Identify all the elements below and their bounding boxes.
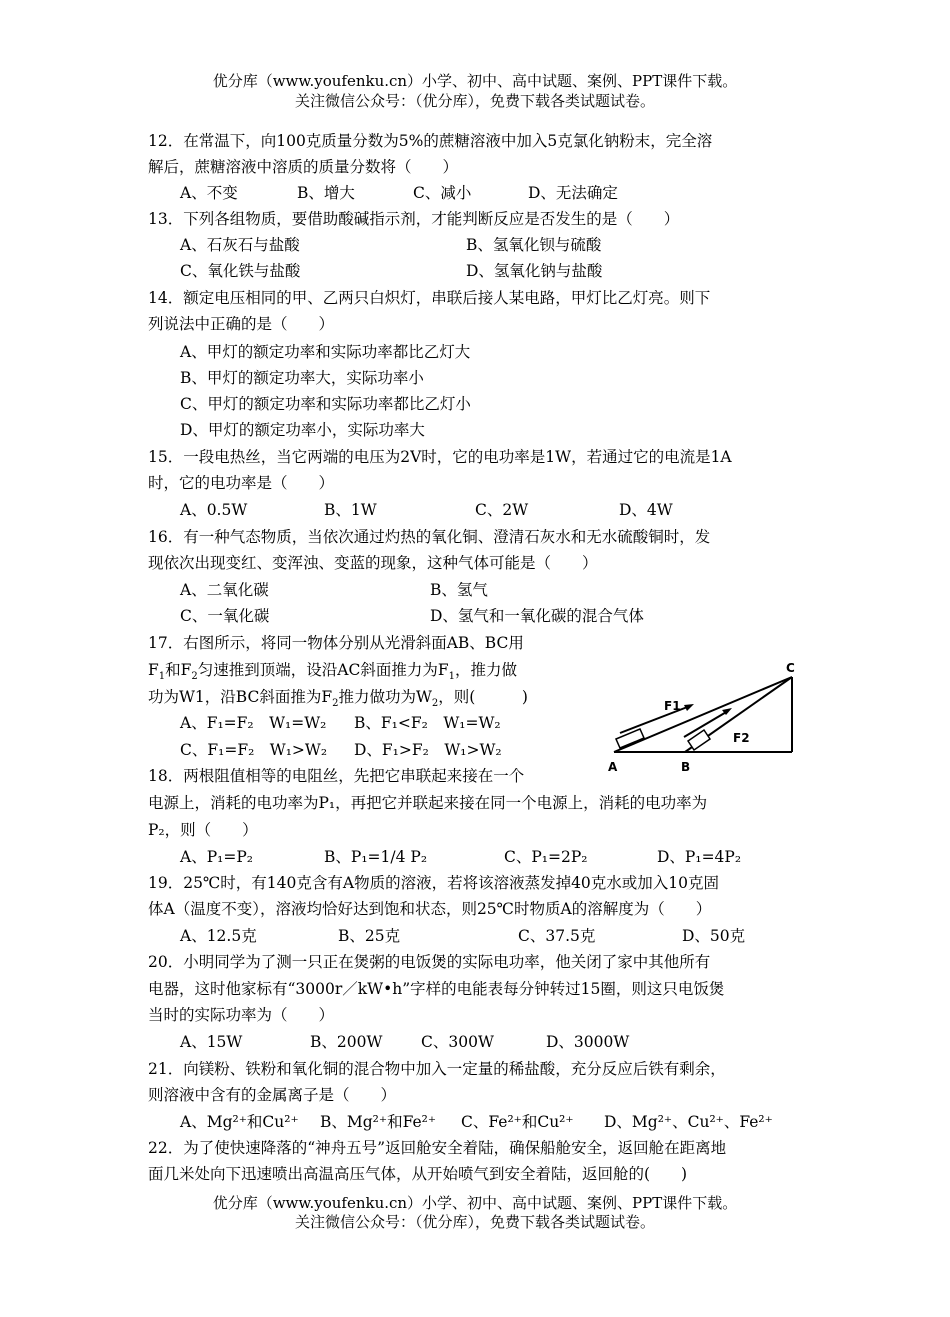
footer-line-1: 优分库（www.youfenku.cn）小学、初中、高中试题、案例、PPT课件下载。 — [212, 1194, 738, 1212]
q22-line-2: 面几米处向下迅速喷出高温高压气体，从开始喷气到安全着陆，返回舱的( ) — [148, 1165, 688, 1183]
q17-line-1: 17．右图所示，将同一物体分别从光滑斜面AB、BC用 — [148, 634, 524, 652]
q13-option-c: C、氧化铁与盐酸 — [180, 262, 301, 280]
q14-option-d: D、甲灯的额定功率小，实际功率大 — [180, 421, 425, 439]
q20-option-c: C、300W — [421, 1033, 494, 1051]
q15-option-d: D、4W — [619, 501, 673, 519]
q16-option-a: A、二氧化碳 — [180, 581, 269, 599]
q17-option-b: B、F₁<F₂ W₁=W₂ — [354, 714, 501, 732]
q16-option-c: C、一氧化碳 — [180, 607, 270, 625]
footer-line-2: 关注微信公众号：（优分库），免费下载各类试题试卷。 — [294, 1213, 655, 1231]
q17-option-c: C、F₁=F₂ W₁>W₂ — [180, 741, 328, 759]
q22-line-1: 22．为了使快速降落的“神舟五号”返回舱安全着陆，确保船舱安全，返回舱在距离地 — [148, 1139, 727, 1157]
q15-option-a: A、0.5W — [180, 501, 248, 519]
q19-option-c: C、37.5克 — [518, 927, 596, 945]
label-f2: F2 — [733, 731, 750, 745]
q19-line-2: 体A（温度不变），溶液均恰好达到饱和状态，则25℃时物质A的溶解度为（ ） — [148, 900, 712, 918]
q13-option-b: B、氢氧化钡与硫酸 — [466, 236, 602, 254]
q14-line-2: 列说法中正确的是（ ） — [148, 315, 335, 333]
q20-option-b: B、200W — [310, 1033, 383, 1051]
f1-arrowhead — [684, 704, 694, 711]
q18-option-a: A、P₁=P₂ — [180, 848, 253, 866]
q15-line-1: 15．一段电热丝，当它两端的电压为2V时，它的电功率是1W，若通过它的电流是1A — [148, 448, 732, 466]
q19-option-a: A、12.5克 — [180, 927, 257, 945]
q20-line-1: 20．小明同学为了测一只正在煲粥的电饭煲的实际电功率，他关闭了家中其他所有 — [148, 953, 711, 971]
header-line-2: 关注微信公众号：（优分库），免费下载各类试题试卷。 — [294, 92, 655, 110]
q12-line-1: 12．在常温下，向100克质量分数为5%的蔗糖溶液中加入5克氯化钠粉末，完全溶 — [148, 132, 713, 150]
q18-line-3: P₂，则（ ） — [148, 821, 258, 839]
q15-option-b: B、1W — [324, 501, 377, 519]
q16-line-2: 现依次出现变红、变浑浊、变蓝的现象，这种气体可能是（ ） — [148, 554, 598, 572]
q14-option-a: A、甲灯的额定功率和实际功率都比乙灯大 — [180, 343, 471, 361]
q14-option-b: B、甲灯的额定功率大，实际功率小 — [180, 369, 424, 387]
q18-option-b: B、P₁=1/4 P₂ — [324, 848, 428, 866]
q12-option-a: A、不变 — [180, 184, 238, 202]
q15-line-2: 时，它的电功率是（ ） — [148, 474, 335, 492]
label-a: A — [608, 760, 618, 774]
q18-option-c: C、P₁=2P₂ — [504, 848, 588, 866]
q17-line-2: $F_1$和$F_2$匀速推到顶端，设沿AC斜面推力为$F_1$，推力做 — [148, 661, 517, 683]
q13-option-d: D、氢氧化钠与盐酸 — [466, 262, 603, 280]
q18-line-1: 18．两根阻值相等的电阻丝，先把它串联起来接在一个 — [148, 767, 525, 785]
header-line-1: 优分库（www.youfenku.cn）小学、初中、高中试题、案例、PPT课件下载。 — [212, 72, 738, 90]
q13-option-a: A、石灰石与盐酸 — [180, 236, 300, 254]
q21-option-a: A、Mg²⁺和Cu²⁺ — [180, 1113, 299, 1131]
q16-line-1: 16．有一种气态物质，当依次通过灼热的氧化铜、澄清石灰水和无水硫酸铜时，发 — [148, 528, 711, 546]
q21-line-1: 21．向镁粉、铁粉和氧化铜的混合物中加入一定量的稀盐酸，充分反应后铁有剩余， — [148, 1060, 726, 1078]
q20-option-a: A、15W — [180, 1033, 243, 1051]
q16-option-b: B、氢气 — [430, 581, 488, 599]
label-c: C — [786, 661, 795, 675]
q19-option-b: B、25克 — [338, 927, 401, 945]
q17-line-3: 功为W1，沿BC斜面推为$F_2$推力做功为$W_2$，则( ) — [148, 688, 528, 710]
q20-option-d: D、3000W — [546, 1033, 630, 1051]
q18-option-d: D、P₁=4P₂ — [657, 848, 742, 866]
label-f1: F1 — [664, 699, 681, 713]
q21-option-b: B、Mg²⁺和Fe²⁺ — [320, 1113, 437, 1131]
q12-option-c: C、减小 — [413, 184, 472, 202]
q14-option-c: C、甲灯的额定功率和实际功率都比乙灯小 — [180, 395, 471, 413]
q19-line-1: 19．25℃时，有140克含有A物质的溶液，若将该溶液蒸发掉40克水或加入10克固 — [148, 874, 720, 892]
q21-option-c: C、Fe²⁺和Cu²⁺ — [461, 1113, 574, 1131]
q18-line-2: 电源上，消耗的电功率为P₁，再把它并联起来接在同一个电源上，消耗的电功率为 — [148, 794, 708, 812]
incline-figure — [600, 655, 810, 775]
q13-line-1: 13．下列各组物质，要借助酸碱指示剂，才能判断反应是否发生的是（ ） — [148, 210, 680, 228]
q20-line-2: 电器，这时他家标有“3000r／kW•h”字样的电能表每分钟转过15圈，则这只电饭煲 — [148, 980, 725, 998]
q12-option-d: D、无法确定 — [528, 184, 618, 202]
q12-option-b: B、增大 — [297, 184, 355, 202]
q16-option-d: D、氢气和一氧化碳的混合气体 — [430, 607, 644, 625]
q20-line-3: 当时的实际功率为（ ） — [148, 1006, 335, 1024]
q17-option-d: D、F₁>F₂ W₁>W₂ — [354, 741, 502, 759]
q15-option-c: C、2W — [475, 501, 529, 519]
q21-line-2: 则溶液中含有的金属离子是（ ） — [148, 1086, 397, 1104]
q19-option-d: D、50克 — [682, 927, 746, 945]
q17-option-a: A、F₁=F₂ W₁=W₂ — [180, 714, 327, 732]
q21-option-d: D、Mg²⁺、Cu²⁺、Fe²⁺ — [604, 1113, 773, 1131]
q14-line-1: 14．额定电压相同的甲、乙两只白炽灯，串联后接人某电路，甲灯比乙灯亮。则下 — [148, 289, 711, 307]
q12-line-2: 解后，蔗糖溶液中溶质的质量分数将（ ） — [148, 158, 459, 176]
label-b: B — [681, 760, 691, 774]
